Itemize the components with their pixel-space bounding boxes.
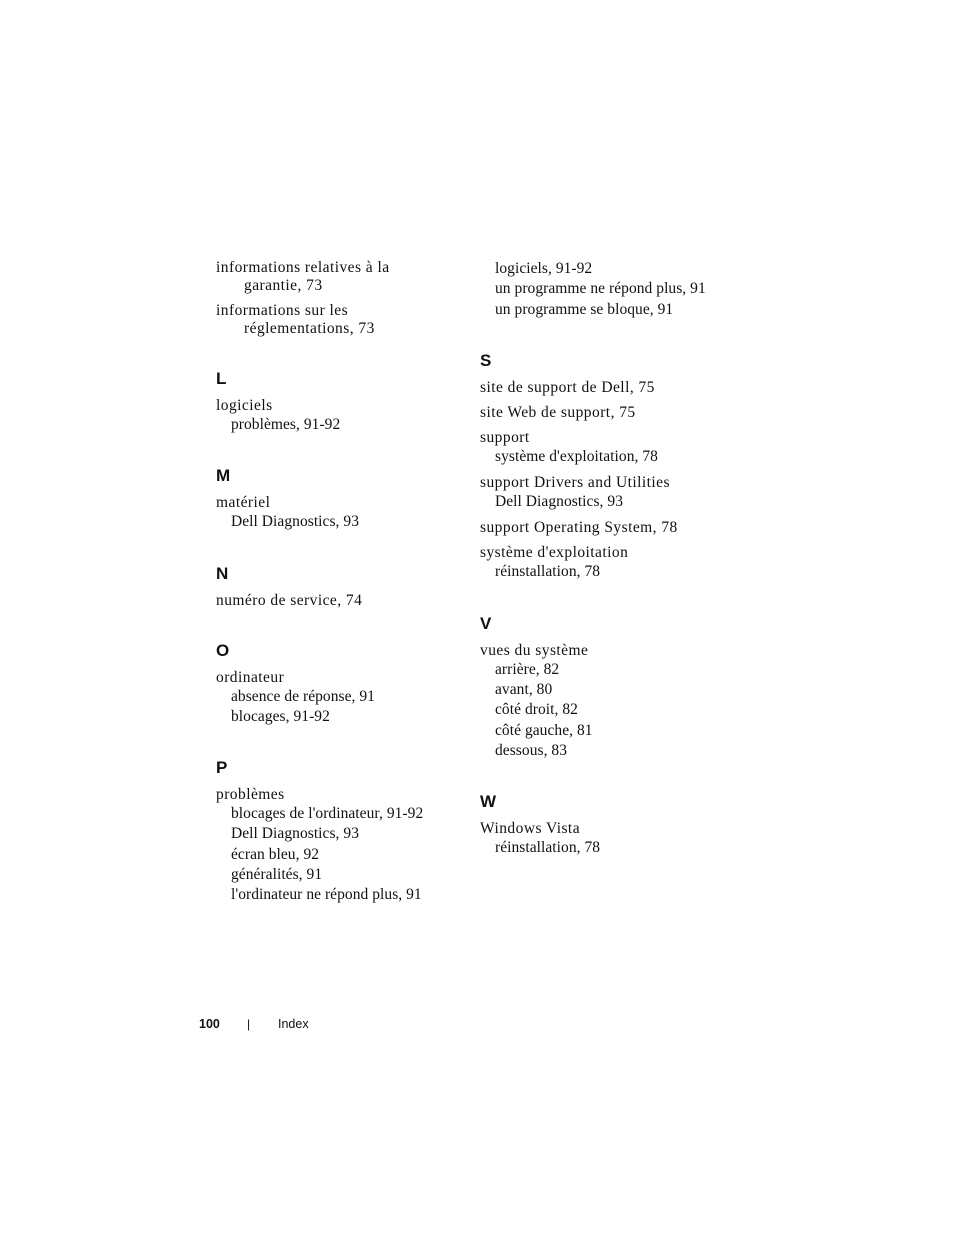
section-letter: P xyxy=(216,758,228,778)
index-entry-term: problèmes xyxy=(216,786,285,804)
index-entry-main xyxy=(216,669,466,687)
index-section-s xyxy=(480,351,740,583)
index-entry xyxy=(480,820,740,858)
index-entry xyxy=(216,786,466,905)
index-section-l xyxy=(216,369,466,435)
index-entry-term: matériel xyxy=(216,494,271,512)
index-entry xyxy=(216,669,466,728)
index-entry-main xyxy=(480,544,740,562)
index-subentry: un programme ne répond plus, 91 xyxy=(495,280,706,298)
index-entry-term: ordinateur xyxy=(216,668,285,686)
section-letter: L xyxy=(216,369,227,388)
index-section-n xyxy=(216,564,466,610)
index-entry xyxy=(216,494,466,532)
index-subentry: dessous, 83 xyxy=(495,741,568,759)
index-entry xyxy=(216,592,466,610)
index-subentry: côté gauche, 81 xyxy=(495,721,593,739)
index-subentry: réinstallation, 78 xyxy=(495,839,601,857)
section-letter: S xyxy=(480,350,492,370)
index-subentry: arrière, 82 xyxy=(495,660,560,678)
section-letter: W xyxy=(480,792,497,812)
index-subentry: l'ordinateur ne répond plus, 91 xyxy=(231,886,422,904)
index-entry-main xyxy=(216,786,466,804)
index-subentry: système d'exploitation, 78 xyxy=(495,447,658,465)
footer-separator: | xyxy=(247,1017,251,1031)
index-entry xyxy=(480,544,740,582)
index-entry xyxy=(480,404,740,422)
index-entry-main xyxy=(480,642,740,660)
index-entry xyxy=(480,429,740,467)
index-entry xyxy=(216,397,466,435)
index-section-v xyxy=(480,614,740,761)
index-entry xyxy=(216,302,466,338)
index-entry-main xyxy=(480,429,740,447)
index-entry xyxy=(480,642,740,761)
index-subentry: avant, 80 xyxy=(495,681,553,699)
index-entry-main xyxy=(480,820,740,838)
index-subentry: écran bleu, 92 xyxy=(231,845,320,863)
index-entry-continuation: garantie, 73 xyxy=(244,277,323,294)
index-subentry: blocages, 91-92 xyxy=(231,707,330,725)
page-number: 100 xyxy=(199,1017,220,1031)
index-entry-main xyxy=(216,397,466,415)
index-subentry: absence de réponse, 91 xyxy=(231,687,375,705)
index-entry-continuation: réglementations, 73 xyxy=(244,320,375,337)
footer-section-title: Index xyxy=(278,1017,309,1031)
index-entry-term: logiciels xyxy=(216,397,273,414)
index-entry-term: informations sur les xyxy=(216,302,349,319)
index-subentry: côté droit, 82 xyxy=(495,701,578,719)
index-entry-term: support Operating System, 78 xyxy=(480,519,678,537)
index-entry-term: support Drivers and Utilities xyxy=(480,474,670,492)
index-subentry: logiciels, 91-92 xyxy=(495,260,593,277)
index-subentry: Dell Diagnostics, 93 xyxy=(231,513,359,531)
index-entry-continued xyxy=(480,259,740,320)
index-subentry: Dell Diagnostics, 93 xyxy=(231,825,359,843)
index-section-w xyxy=(480,792,740,858)
index-entry-main xyxy=(480,404,740,422)
index-entry-term: numéro de service, 74 xyxy=(216,591,363,609)
index-section-m xyxy=(216,466,466,532)
index-subentry: problèmes, 91-92 xyxy=(231,416,341,433)
index-entry-term: support xyxy=(480,428,530,446)
index-entry xyxy=(480,474,740,512)
index-entry-main xyxy=(480,379,740,397)
index-subentry: généralités, 91 xyxy=(231,866,323,884)
index-entry-term: système d'exploitation xyxy=(480,544,629,562)
index-entry-term: site de support de Dell, 75 xyxy=(480,378,655,396)
index-entry-term: site Web de support, 75 xyxy=(480,403,636,421)
index-subentry: blocages de l'ordinateur, 91-92 xyxy=(231,805,424,823)
section-letter: N xyxy=(216,563,229,583)
index-entry-main xyxy=(480,474,740,492)
index-entry-main xyxy=(216,259,466,295)
index-entry-term: informations relatives à la xyxy=(216,259,390,276)
index-entry-term: vues du système xyxy=(480,641,589,659)
section-letter: V xyxy=(480,613,492,633)
section-letter: O xyxy=(216,640,230,660)
section-letter: M xyxy=(216,466,231,486)
index-subentry: Dell Diagnostics, 93 xyxy=(495,493,623,511)
index-entry xyxy=(480,379,740,397)
index-column-left xyxy=(216,259,466,913)
index-section-p xyxy=(216,758,466,905)
index-entry-main xyxy=(480,519,740,537)
index-entry-main xyxy=(216,302,466,338)
index-column-right xyxy=(480,259,740,866)
index-entry xyxy=(480,519,740,537)
index-entry-main xyxy=(216,592,466,610)
index-entry-term: Windows Vista xyxy=(480,820,581,838)
index-subentry: un programme se bloque, 91 xyxy=(495,300,674,318)
index-section-o xyxy=(216,641,466,728)
index-entry-main xyxy=(216,494,466,512)
index-entry xyxy=(216,259,466,295)
index-subentry: réinstallation, 78 xyxy=(495,563,601,581)
